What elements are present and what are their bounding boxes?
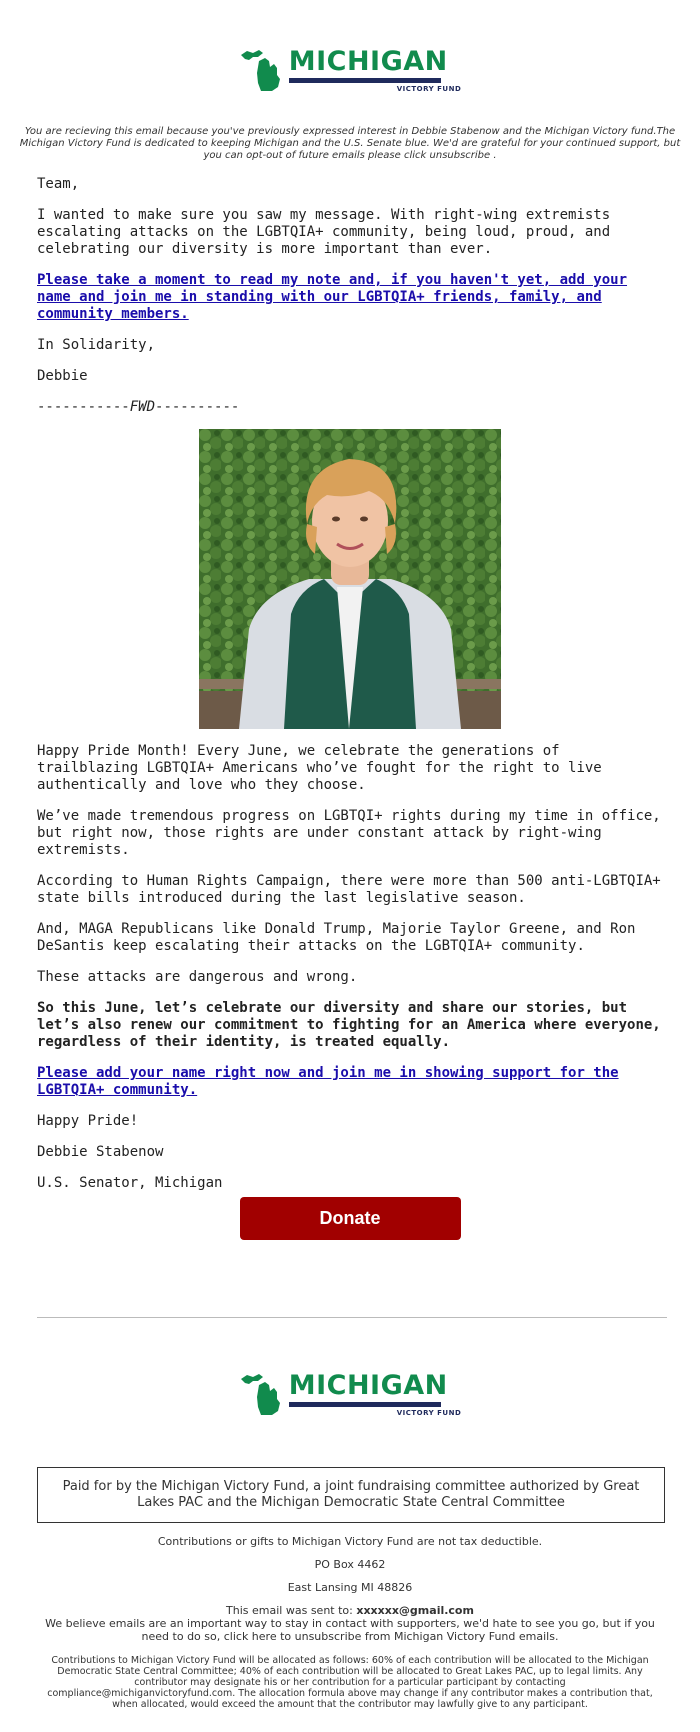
sender-title: U.S. Senator, Michigan [37,1175,223,1191]
forward-divider: -----------FWD---------- [37,399,240,415]
read-note-link[interactable]: Please take a moment to read my note and, if you haven't yet, add your name and join me in standing with our LGBTQIA+ friends, family, and community members. [37,272,628,322]
logo-subtitle: VICTORY FUND [396,1409,462,1417]
footer-logo[interactable] [0,1371,700,1423]
greeting: Team, [37,176,80,192]
paragraph-pride-month: Happy Pride Month! Every June, we celebrate the generations of trailblazing LGBTQIA+ Americans who’ve fought for the right to live authentically and love who they choose. [37,743,602,793]
closing: Happy Pride! [37,1113,139,1129]
michigan-state-icon [239,47,287,93]
logo-bar [289,78,441,83]
paragraph-commitment: So this June, let’s celebrate our diversity and share our stories, but let’s also renew our commitment to fighting for an America where everyone, regardless of their identity, is treated equally. [37,1000,661,1050]
header-logo[interactable] [0,47,700,99]
paragraph-maga: And, MAGA Republicans like Donald Trump, Majorie Taylor Greene, and Ron DeSantis keep escalating their attacks on the LGBTQIA+ community. [37,921,636,954]
paragraph-attacks: These attacks are dangerous and wrong. [37,969,358,985]
paid-for-disclaimer: Paid for by the Michigan Victory Fund, a joint fundraising committee authorized by Great Lakes PAC and the Michigan Democratic State Central Committee [37,1467,665,1523]
senator-photo [199,429,501,729]
email-body [37,176,665,416]
signature: Debbie [37,368,88,384]
tax-notice: Contributions or gifts to Michigan Victory Fund are not tax deductible. [157,1535,543,1548]
city-address: East Lansing MI 48826 [287,1581,413,1594]
add-name-link[interactable]: Please add your name right now and join me in showing support for the LGBTQIA+ community. [37,1065,619,1098]
allocation-disclaimer: Contributions to Michigan Victory Fund will be allocated as follows: 60% of each contribution will be allocated to the Michigan Democratic State Central Committee; 40% of each contribution will be allocated to Great Lakes PAC, up to legal limits. Any contributor may designate his or her contribution for a particular participant by contacting compliance@michiganvictoryfund.com. The allocation formula above may change if any contributor makes a contribution that, when allocated, would exceed the amount that the contributor may lawfully give to any participant. [47,1655,653,1710]
unsubscribe-notice[interactable] [0,1617,700,1643]
preheader-text: You are recieving this email because you've previously expressed interest in Debbie Stabenow and the Michigan Victory fund.The Michigan Victory Fund is dedicated to keeping Michigan and the U.S. Senate blue. We'd are grateful for your continued support, but you can opt-out of future emails please click unsubscribe . [19,126,681,161]
recipient-email: xxxxxx@gmail.com [356,1604,474,1617]
logo-wordmark: MICHIGAN [288,46,448,77]
unsubscribe-link[interactable]: We believe emails are an important way to stay in contact with supporters, we'd hate to see you go, but if you need to do so, click here to unsubscribe from Michigan Victory Fund emails. [45,1617,655,1643]
sender-name: Debbie Stabenow [37,1144,164,1160]
preheader-unsubscribe-link[interactable]: unsubscribe [429,150,491,161]
forwarded-message [37,743,665,1192]
paragraph-progress: We’ve made tremendous progress on LGBTQI+ rights during my time in office, but right now, those rights are under constant attack by right-wing extremists. [37,808,661,858]
donate-button[interactable]: Donate [240,1197,461,1240]
michigan-state-icon [239,1371,287,1417]
paragraph-hrc: According to Human Rights Campaign, there were more than 500 anti-LGBTQIA+ state bills introduced during the last legislative season. [37,873,661,906]
logo-bar [289,1402,441,1407]
signoff: In Solidarity, [37,337,156,353]
paragraph-intro: I wanted to make sure you saw my message. With right-wing extremists escalating attacks on the LGBTQIA+ community, being loud, proud, and celebrating our diversity is more important than ever. [37,207,611,257]
logo-wordmark: MICHIGAN [288,1370,448,1401]
po-box: PO Box 4462 [314,1558,386,1571]
sent-to: This email was sent to: xxxxxx@gmail.com [226,1604,474,1617]
logo-subtitle: VICTORY FUND [396,85,462,93]
